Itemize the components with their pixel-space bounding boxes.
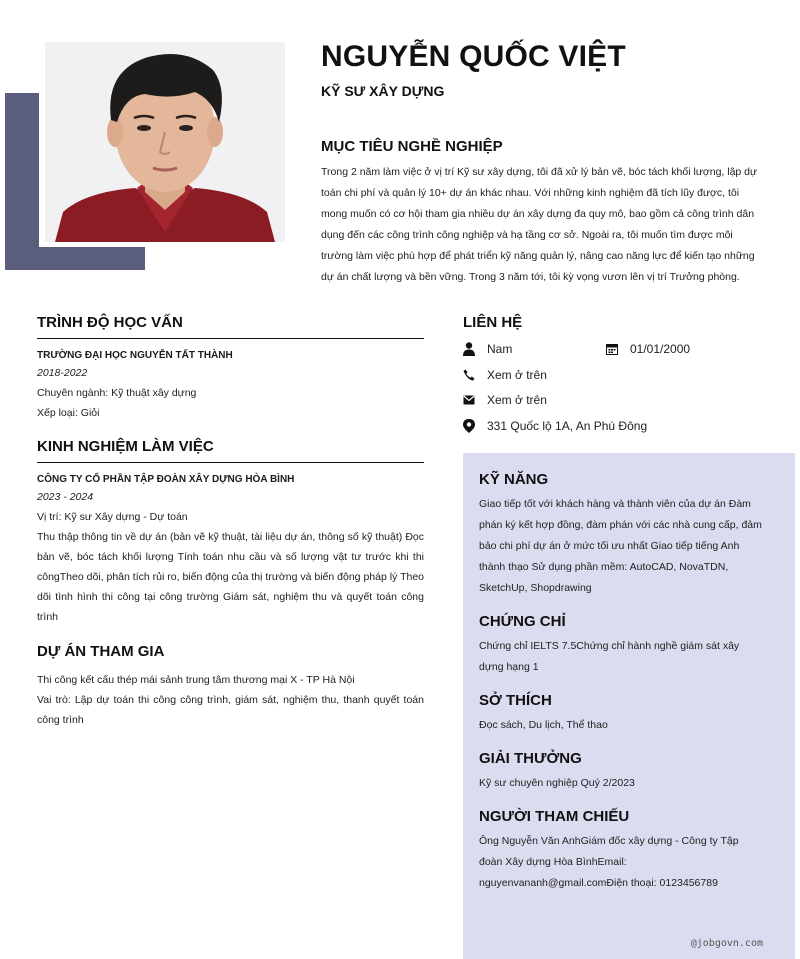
experience-years: 2023 - 2024 <box>37 491 94 503</box>
objective-heading: MỤC TIÊU NGHỀ NGHIỆP <box>321 138 503 155</box>
certificates-text: Chứng chỉ IELTS 7.5Chứng chỉ hành nghề giám sát xây dựng hạng 1 <box>479 640 740 673</box>
experience-company: CÔNG TY CỔ PHẦN TẬP ĐOÀN XÂY DỰNG HÒA BÌNH <box>37 474 295 485</box>
location-pin-icon <box>463 419 475 433</box>
calendar-icon <box>606 343 618 355</box>
left-column <box>37 314 424 730</box>
candidate-name: NGUYỄN QUỐC VIỆT <box>321 40 626 73</box>
contact-gender <box>463 340 512 358</box>
side-panel-content <box>479 471 764 908</box>
watermark: @jobgovn.com <box>690 938 763 949</box>
contact-address-value: 331 Quốc lộ 1A, An Phú Đông <box>487 419 648 433</box>
awards-text: Kỹ sư chuyên nghiệp Quý 2/2023 <box>479 777 635 789</box>
side-panel <box>463 453 795 959</box>
skills-section <box>479 471 764 599</box>
phone-icon <box>463 369 475 381</box>
project-name: Thi công kết cấu thép mái sảnh trung tâm thương mại X - TP Hà Nội <box>37 674 355 686</box>
contact-gender-value: Nam <box>487 342 513 356</box>
contact-phone-value: Xem ở trên <box>487 368 547 382</box>
objective-text: Trong 2 năm làm việc ở vị trí Kỹ sư xây dựng, tôi đã xử lý bản vẽ, bóc tách khối lượng, lập dự toán chi phí và quản lý 10+ dự án khác nhau. Với những kinh nghiệm đã tích lũy được, tôi mong muốn có cơ hội tham gia nhiều dự án xây dựng đa quy mô, bao gồm cả công trình dân dụng đến các công trình công nghiệp và hạ tầng cơ sở. Ngoài ra, tôi muốn tìm được môi trường làm việc phù hợp để phát triển kỹ năng quản lý, nâng cao năng lực để kiến tạo những dự án chất lượng và bền vững. Trong 3 năm tới, tôi kỳ vọng vươn lên vị trí Trưởng phòng. <box>321 166 758 283</box>
contact-address <box>463 417 647 435</box>
experience-heading: KINH NGHIỆM LÀM VIỆC <box>37 438 424 463</box>
education-heading: TRÌNH ĐỘ HỌC VẤN <box>37 314 424 339</box>
contact-phone <box>463 366 547 384</box>
education-major: Chuyên ngành: Kỹ thuật xây dựng <box>37 387 197 399</box>
contact-email <box>463 391 547 409</box>
education-grade: Xếp loại: Giỏi <box>37 407 100 419</box>
skills-text: Giao tiếp tốt với khách hàng và thành viên của dự án Đàm phán ký kết hợp đồng, đàm phán với các nhà cung cấp, đảm bảo chi phí dự án ở mức tối ưu nhất Giao tiếp tiếng Anh thành thạo Sử dụng phần mềm: AutoCAD, NovaTDN, SketchUp, Shopdrawing <box>479 498 762 594</box>
projects-section <box>37 643 424 730</box>
person-icon <box>463 342 475 356</box>
education-years: 2018-2022 <box>37 367 88 379</box>
contact-birthdate <box>606 340 690 358</box>
education-section <box>37 314 424 423</box>
references-section <box>479 808 764 894</box>
awards-heading: GIẢI THƯỞNG <box>479 750 582 767</box>
projects-heading: DỰ ÁN THAM GIA <box>37 643 165 660</box>
experience-description: Thu thập thông tin về dự án (bản vẽ kỹ thuật, tài liệu dự án, thông số kỹ thuật) Đọc bản vẽ, bóc tách khối lượng Tính toán nhu cầu và số lượng vật tư trước khi thi côngTheo dõi, phân tích rủi ro, biến động của thị trường và biến động pháp lý Theo dõi tình hình thi công tại công trường Giám sát, nghiệm thu và quyết toán công trình <box>37 531 424 623</box>
hobbies-text: Đọc sách, Du lịch, Thể thao <box>479 719 608 731</box>
project-role: Vai trò: Lập dự toán thi công công trình, giám sát, nghiệm thu, thanh quyết toán công trình <box>37 694 424 726</box>
awards-section <box>479 750 764 794</box>
envelope-icon <box>463 395 475 405</box>
contact-heading: LIÊN HỆ <box>463 314 523 331</box>
hobbies-heading: SỞ THÍCH <box>479 692 552 709</box>
profile-photo <box>45 42 285 242</box>
hobbies-section <box>479 692 764 736</box>
contact-email-value: Xem ở trên <box>487 393 547 407</box>
certificates-section <box>479 613 764 678</box>
certificates-heading: CHỨNG CHỈ <box>479 613 566 630</box>
skills-heading: KỸ NĂNG <box>479 471 549 488</box>
contact-birthdate-value: 01/01/2000 <box>630 342 691 356</box>
experience-position: Vị trí: Kỹ sư Xây dựng - Dự toán <box>37 511 188 523</box>
references-text: Ông Nguyễn Văn AnhGiám đốc xây dựng - Công ty Tập đoàn Xây dựng Hòa BìnhEmail: nguyenvananh@gmail.comĐiện thoại: 0123456789 <box>479 835 739 889</box>
job-title: KỸ SƯ XÂY DỰNG <box>321 83 445 99</box>
references-heading: NGƯỜI THAM CHIẾU <box>479 808 630 825</box>
education-school: TRƯỜNG ĐẠI HỌC NGUYỄN TẤT THÀNH <box>37 350 233 361</box>
experience-section <box>37 438 424 627</box>
